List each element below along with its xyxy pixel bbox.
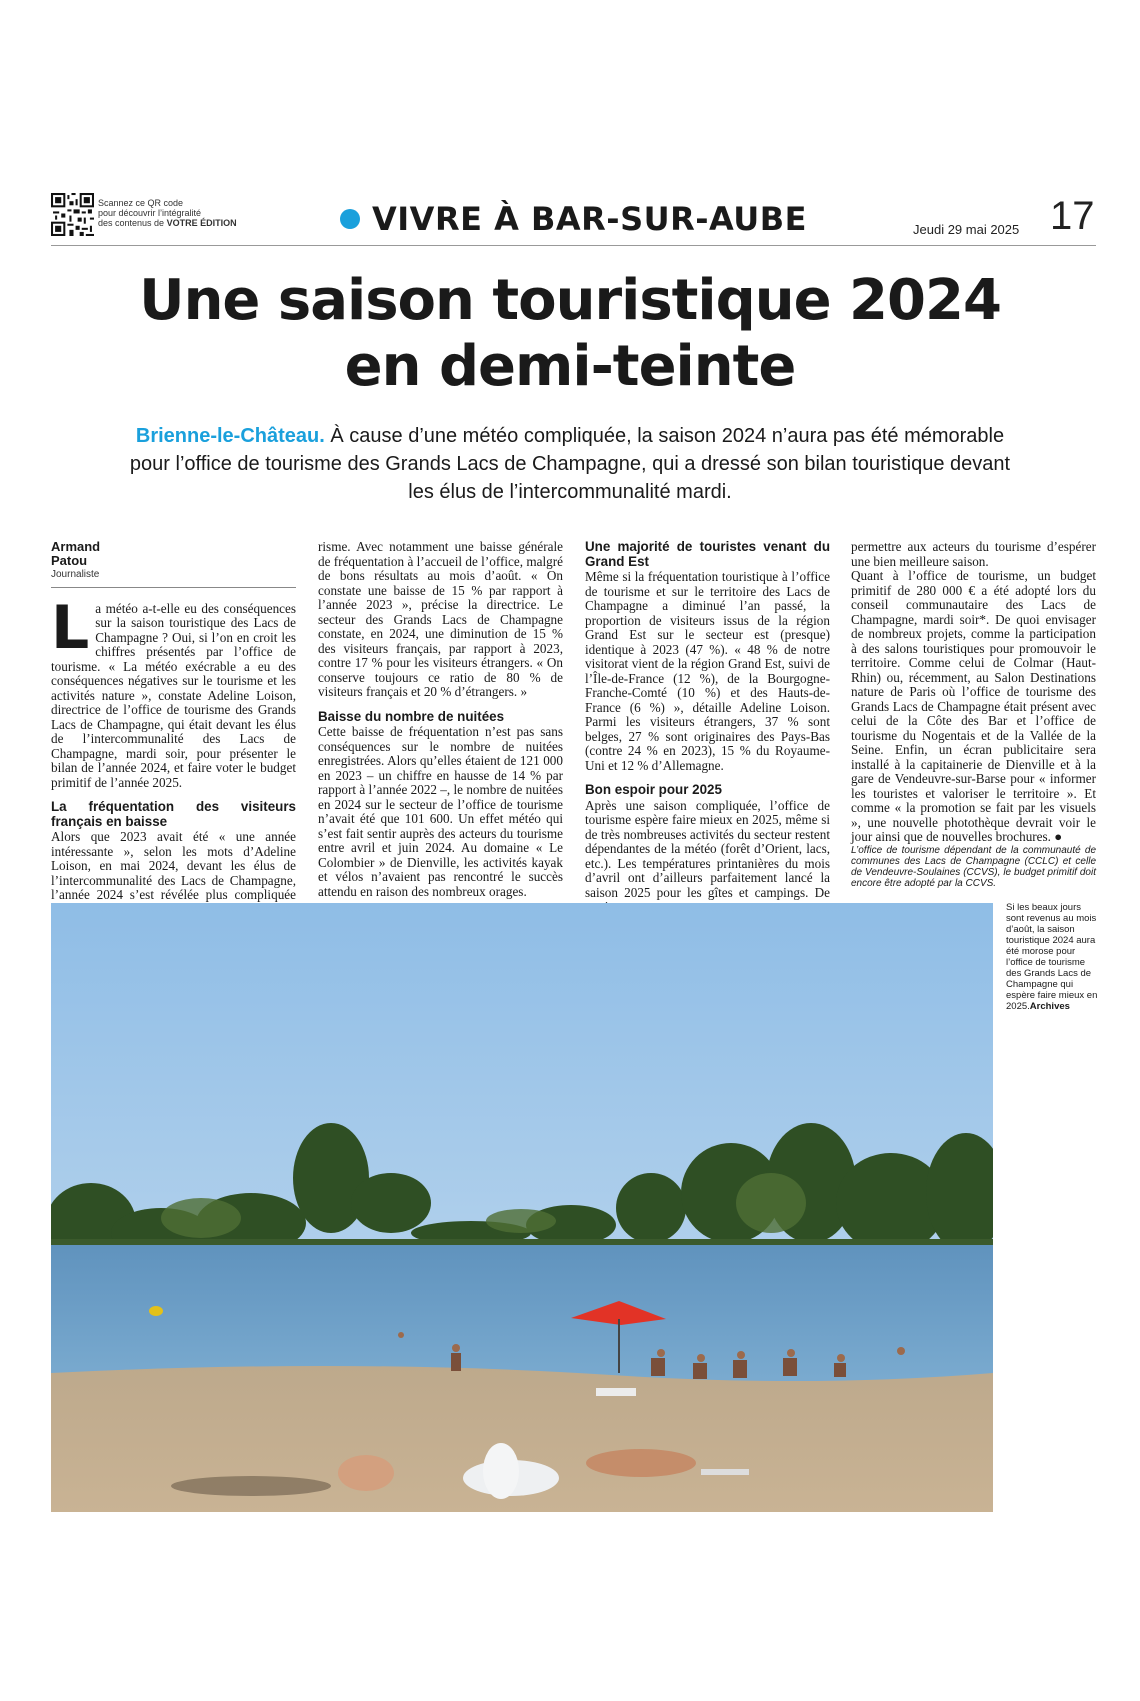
photo-illustration (51, 903, 993, 1512)
section-title: VIVRE À BAR-SUR-AUBE (372, 200, 808, 238)
subheading-1: La fréquentation des visiteurs français en baisse (51, 799, 296, 829)
standfirst (120, 422, 1020, 506)
intro-paragraph (51, 592, 296, 791)
column-2 (318, 540, 563, 899)
author-first-name: Armand (51, 539, 101, 554)
headline (80, 268, 1060, 400)
caption-text: Si les beaux jours sont revenus au mois d’août, la saison touristique 2024 aura été morose pour l’office de tourisme des Grands Lacs de Champagne qui espère faire mieux en 2025. (1006, 902, 1098, 1012)
section-bullet-icon (340, 209, 360, 229)
lake-beach-photo (51, 903, 993, 1512)
paragraph-7: permettre aux acteurs du tourisme d’espérer une bien meilleure saison. (851, 539, 1096, 569)
issue-date: Jeudi 29 mai 2025 (913, 222, 1020, 237)
subheading-2: Baisse du nombre de nuitées (318, 708, 505, 724)
headline-line-1: Une saison touristique 2024 (139, 268, 1001, 333)
header-divider (51, 245, 1096, 246)
standfirst-text: À cause d’une météo compliquée, la saison 2024 n’aura pas été mémorable pour l’office de tourisme des Grands Lacs de Champagne, qui a dressé son bilan touristique devant les élus de l’intercommunalité mardi. (129, 425, 1011, 503)
photo-credit: Archives (1029, 1001, 1070, 1012)
author-role: Journaliste (51, 568, 296, 588)
section-header (340, 200, 807, 238)
qr-line-1: Scannez ce QR code (98, 198, 184, 208)
drop-cap: L (51, 592, 90, 663)
qr-brand: VOTRE ÉDITION (166, 218, 237, 228)
column-4 (851, 540, 1096, 889)
qr-line-3 (98, 218, 237, 228)
headline-line-2: en demi-teinte (344, 334, 796, 399)
subheading-4: Bon espoir pour 2025 (585, 782, 722, 797)
qr-code-icon (51, 193, 94, 236)
column-3 (585, 540, 830, 915)
paragraph-6: Après une saison compliquée, l’office de tourisme espère faire mieux en 2025, même si de très nombreuses activités du secteur restent dépendantes de la météo (forêt d’Orient, lacs, etc.). Les températures printanières du mois d’avril ont d’ailleurs parfaitement lancé la saison 2025 pour les gîtes et campings. De (585, 797, 830, 900)
qr-line-3-text: des contenus de (98, 218, 165, 228)
qr-instructions (98, 198, 237, 228)
qr-code[interactable] (51, 193, 94, 236)
subheading-3: Une majorité de touristes venant du Grand Est (585, 539, 830, 569)
intro-text: a météo a-t-elle eu des conséquences sur la saison touristique des Lacs de Champagne ? Oui, si l’on en croit les chiffres présentés par l’office de tourisme. « La météo exécrable a eu des conséquences négatives sur le tourisme et les activités nature », constate Adeline Loison, directrice de l’office de tourisme des Grands Lacs de Champagne, qui était devant les élus de l’intercommunalité des Lacs de Champagne, mardi soir, pour présenter le bilan de l’année 2024, et faire voter le budget primitif de l’année 2025. (51, 600, 296, 790)
paragraph-3: risme. Avec notamment une baisse générale de fréquentation à l’accueil de l’office, malgré de bons résultats au mois d’août. « On constate une baisse de 15 % par rapport à l’année 2023 », précise la directrice. Le secteur des Grands Lacs de Champagne constate, en 2024, une diminution de 15 % des visiteurs français, par rapport à 2023, contre 17 % pour les visiteurs étrangers. « On conserve toujours ce ratio de 80 % de visiteurs français et 20 % d’étrangers. » (318, 539, 563, 699)
footnote: L’office de tourisme dépendant de la communauté de communes des Lacs de Champagne (CCLC) et celle de Vendeuvre-Soulaines (CCVS), le budget primitif doit encore être adopté par la CCVS. (851, 844, 1096, 889)
page-number: 17 (1050, 194, 1095, 238)
paragraph-2: Alors que 2023 avait été « une année intéressante », selon les mots d’Adeline Loison, en mai 2024, devant les élus de l’intercommunalité des Lacs de Champagne, l’année 2024 s’est révélée plus compliquée (51, 829, 296, 902)
qr-line-2: pour découvrir l’intégralité (98, 208, 202, 218)
dateline-place: Brienne-le-Château. (135, 425, 325, 447)
paragraph-4: Cette baisse de fréquentation n’est pas sans conséquences sur le nombre de nuitées enregistrées. Alors qu’elles étaient de 121 000 en 2023 – un chiffre en hausse de 14 % par rapport à l’année 2022 –, le nombre de nuitées en 2024 sur le secteur de l’office de tourisme n’avait été que 101 600. Un effet météo qui s’est fait sentir auprès des acteurs du tourisme entre avril et juin 2024. Au domaine « Le Colombier » de Dienville, les activités kayak et vélos n’avaient pas rencontré le succès attendu en raison des nombreux orages. (318, 724, 563, 899)
author-last-name: Patou (51, 553, 88, 568)
paragraph-8: Quant à l’office de tourisme, un budget primitif de 280 000 € a été adopté lors du conseil communautaire des Lacs de Champagne, mardi soir*. De quoi envisager de nombreux projets, comme la participation à des salons touristiques pour promouvoir le territoire. Comme celui de Colmar (Haut-Rhin) ou, récemment, au Salon Destinations nature de Paris où l’office de tourisme des Grands Lacs de Champagne était présent avec celui de la Côte des Bar et l’office de tourisme du Nogentais et de la Vallée de la Seine. Enfin, un écran publicitaire sera installé à la capitainerie de Dienville et à la gare de Vendeuvre-sur-Barse pour « informer les touristes et valoriser le territoire ». Et comme « la promotion se fait par les visuels », une nouvelle photothèque devrait voir le jour ainsi que de nouvelles brochures. ● (851, 568, 1096, 844)
paragraph-5: Même si la fréquentation touristique à l’office de tourisme et sur le territoire des Lacs de Champagne a diminué l’an passé, la proportion de visiteurs issus de la région Grand Est sur le secteur est (presque) identique à 2023 (47 %). « 48 % de notre visitorat vient de la région Grand Est, suivi de l’Île-de-France (12 %), de la Bourgogne-Franche-Comté (10 %) et des Hauts-de-France (6 %) », détaille Adeline Loison. Parmi les visiteurs étrangers, 37 % sont belges, 27 % sont originaires des Pays-Bas (contre 24 % en 2023), 15 % du Royaume-Uni et 12 % d’Allemagne. (585, 569, 830, 773)
column-1 (51, 540, 296, 917)
photo-caption (1006, 902, 1101, 1012)
